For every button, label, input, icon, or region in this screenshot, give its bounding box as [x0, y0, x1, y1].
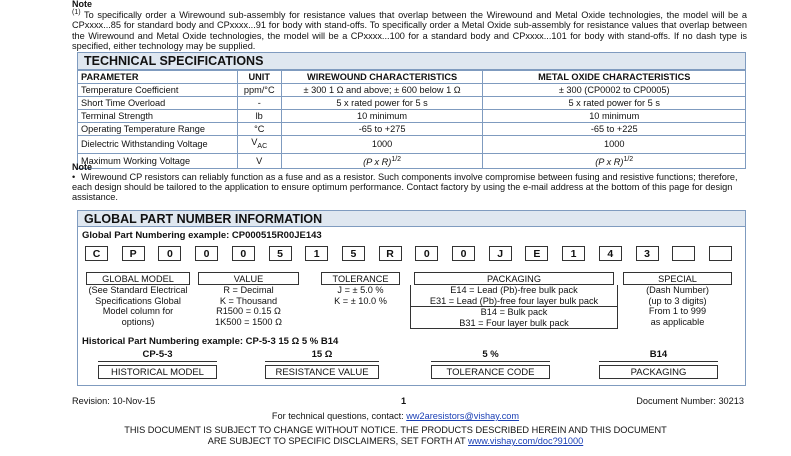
table-header-row: [78, 71, 746, 84]
note2-text: [72, 172, 747, 203]
disclaimer-link[interactable]: www.vishay.com/doc?91000: [467, 436, 584, 446]
tolerance-desc: [321, 285, 400, 306]
table-cell: (P x R)$^{1/2}$: [483, 153, 746, 168]
desc-line: R1500 = 0.15 Ω: [216, 306, 281, 316]
disclaimer-line-2: [0, 436, 791, 446]
part-number-char: 0: [452, 246, 475, 261]
desc-line: E31 = Lead (Pb)-free four layer bulk pack: [410, 296, 618, 308]
global-model-desc: [75, 285, 201, 327]
table-row: [78, 84, 746, 97]
note-marker: (1): [72, 9, 81, 16]
part-number-char: R: [379, 246, 402, 261]
table-cell: lb: [237, 110, 281, 123]
bullet: •: [72, 172, 76, 182]
desc-line: (Dash Number): [646, 285, 709, 295]
gpn-example-label: Global Part Numbering example: CP000515R00JE143: [82, 230, 322, 241]
part-number-char: P: [122, 246, 145, 261]
part-number-char: E: [525, 246, 548, 261]
historical-model-label: HISTORICAL MODEL: [98, 365, 217, 379]
disclaimer-text: ARE SUBJECT TO SPECIFIC DISCLAIMERS, SET FORTH AT: [207, 436, 466, 446]
part-number-char: J: [489, 246, 512, 261]
part-number-char: C: [85, 246, 108, 261]
tolerance-code-label: TOLERANCE CODE: [431, 365, 550, 379]
table-cell: Terminal Strength: [78, 110, 238, 123]
desc-line: 1K500 = 1500 Ω: [215, 316, 282, 327]
table-cell: 10 minimum: [281, 110, 483, 123]
table-cell: Temperature Coefficient: [78, 84, 238, 97]
table-cell: 1000: [483, 136, 746, 154]
note2-heading: Note: [72, 162, 92, 172]
col-header: WIREWOUND CHARACTERISTICS: [281, 71, 483, 84]
desc-line: From 1 to 999: [648, 306, 707, 316]
page-number: 1: [401, 396, 407, 406]
table-cell: Dielectric Withstanding Voltage: [78, 136, 238, 154]
desc-line: B31 = Four layer bulk pack: [410, 318, 618, 330]
tolerance-label: TOLERANCE: [321, 272, 400, 285]
col-header: METAL OXIDE CHARACTERISTICS: [483, 71, 746, 84]
table-cell: (P x R)$^{1/2}$: [281, 153, 483, 168]
desc-line: E14 = Lead (Pb)-free bulk pack: [410, 285, 618, 296]
part-number-char: [672, 246, 695, 261]
packaging-code-label: PACKAGING: [599, 365, 718, 379]
global-model-label: GLOBAL MODEL: [86, 272, 190, 285]
historical-example-label: Historical Part Numbering example: CP-5-3 15 Ω 5 % B14: [82, 336, 339, 347]
col-header: UNIT: [237, 71, 281, 84]
col-header: PARAMETER: [78, 71, 238, 84]
table-row: [78, 123, 746, 136]
part-number-char: 0: [158, 246, 181, 261]
table-cell: °C: [237, 123, 281, 136]
part-number-char: 4: [599, 246, 622, 261]
part-number-char: 1: [562, 246, 585, 261]
desc-line: J = ± 5.0 %: [337, 285, 384, 295]
desc-line: Model column for: [102, 306, 174, 316]
table-cell: 5 x rated power for 5 s: [483, 97, 746, 110]
part-number-char: [709, 246, 732, 261]
desc-line: R = Decimal: [223, 285, 274, 295]
resistance-value-label: RESISTANCE VALUE: [265, 365, 379, 379]
packaging-desc: [410, 285, 618, 329]
part-number-char: 5: [269, 246, 292, 261]
tech-questions-text: For technical questions, contact:: [271, 411, 404, 421]
table-row: [78, 136, 746, 154]
table-cell: V: [237, 153, 281, 168]
note-body: To specifically order a Wirewound sub-assembly for resistance values that overlap between the Wirewound and Metal Oxide technologies, the model will be a CPxxxx...85 for standard body and CPxxxx...91 for body with stand-offs. To specifically order a Metal Oxide sub-assembly for resistance values that overlap between the Wirewound and Metal Oxide technologies, the model will be a CPxxxx...100 for a standard body and CPxxxx...101 for body with stand-offs. If no dash type is specified, either technology may be supplied.: [72, 10, 747, 52]
packaging-value: B14: [599, 350, 718, 362]
table-cell: ppm/°C: [237, 84, 281, 97]
value-label: VALUE: [198, 272, 299, 285]
table-cell: 10 minimum: [483, 110, 746, 123]
tech-spec-title: TECHNICAL SPECIFICATIONS: [77, 52, 746, 70]
desc-line: options): [121, 316, 155, 327]
part-number-char: 5: [342, 246, 365, 261]
note-text: [72, 8, 747, 52]
resistance-value: 15 Ω: [265, 350, 379, 362]
desc-line: (See Standard Electrical: [88, 285, 188, 295]
email-link[interactable]: ww2aresistors@vishay.com: [406, 411, 520, 421]
note2-body: Wirewound CP resistors can reliably function as a fuse and as a resistor. Such components involve compromise between fusing and resistive functions; therefore, each design should be tailored to the application to ensure optimum performance. Contact factory by using the e-mail address at the bottom of this page for design assistance.: [72, 172, 738, 203]
table-cell: -65 to +225: [483, 123, 746, 136]
table-cell: 1000: [281, 136, 483, 154]
table-row: [78, 153, 746, 168]
revision: Revision: 10-Nov-15: [72, 396, 156, 406]
document-number: Document Number: 30213: [636, 396, 744, 406]
table-cell: ± 300 1 Ω and above; ± 600 below 1 Ω: [281, 84, 483, 97]
table-cell: ± 300 (CP0002 to CP0005): [483, 84, 746, 97]
table-cell: -: [237, 97, 281, 110]
part-number-char: 1: [305, 246, 328, 261]
disclaimer-line-1: THIS DOCUMENT IS SUBJECT TO CHANGE WITHOUT NOTICE. THE PRODUCTS DESCRIBED HEREIN AND THIS DOCUMENT: [124, 425, 667, 435]
desc-line: K = Thousand: [219, 295, 278, 306]
part-number-char: 0: [195, 246, 218, 261]
table-cell: Operating Temperature Range: [78, 123, 238, 136]
desc-line: (up to 3 digits): [648, 295, 707, 306]
table-cell: 5 x rated power for 5 s: [281, 97, 483, 110]
table-cell: Short Time Overload: [78, 97, 238, 110]
packaging-label: PACKAGING: [414, 272, 614, 285]
gpn-title: GLOBAL PART NUMBER INFORMATION: [77, 210, 746, 227]
part-number-char: 3: [636, 246, 659, 261]
note-heading: Note: [72, 0, 92, 9]
desc-line: B14 = Bulk pack: [410, 307, 618, 318]
historical-model-value: CP-5-3: [98, 350, 217, 362]
tech-spec-table: [77, 70, 746, 169]
desc-line: K = ± 10.0 %: [334, 295, 387, 306]
value-desc: [198, 285, 299, 327]
part-number-char: 0: [232, 246, 255, 261]
special-desc: [623, 285, 732, 327]
table-row: [78, 97, 746, 110]
desc-line: Specifications Global: [95, 295, 181, 306]
table-cell: Maximum Working Voltage: [78, 153, 238, 168]
tech-questions: [0, 411, 791, 421]
part-number-char: 0: [415, 246, 438, 261]
desc-line: as applicable: [650, 316, 705, 327]
tolerance-code-value: 5 %: [431, 350, 550, 362]
table-row: [78, 110, 746, 123]
table-cell: $V_{AC}$: [237, 136, 281, 154]
special-label: SPECIAL: [623, 272, 732, 285]
table-cell: -65 to +275: [281, 123, 483, 136]
